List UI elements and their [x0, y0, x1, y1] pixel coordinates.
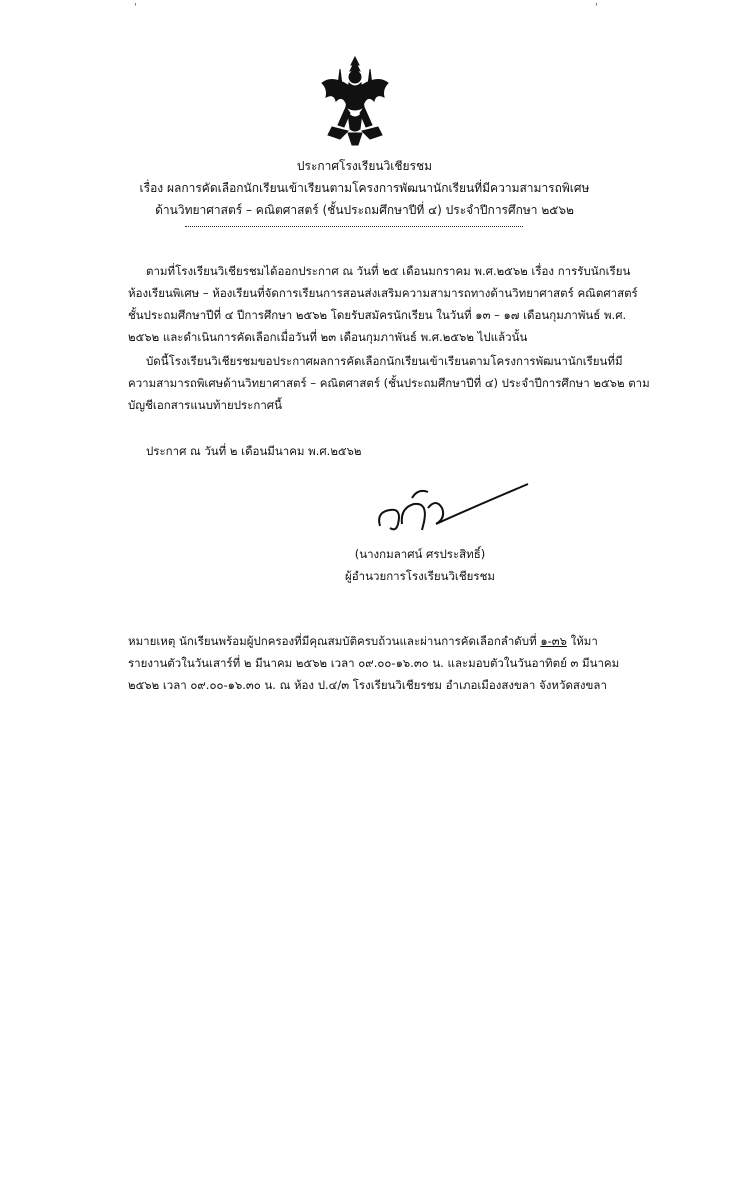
note-text: หมายเหตุ นักเรียนพร้อมผู้ปกครองที่มีคุณสมบัติครบถ้วนและผ่านการคัดเลือกลำดับที่	[128, 634, 541, 648]
garuda-emblem-icon	[318, 55, 392, 147]
paragraph-line: ตามที่โรงเรียนวิเชียรชมได้ออกประกาศ ณ วันที่ ๒๕ เดือนมกราคม พ.ศ.๒๕๖๒ เรื่อง การรับนักเรียน	[146, 264, 631, 278]
paragraph-line: ๒๕๖๒ และดำเนินการคัดเลือกเมื่อวันที่ ๒๓ เดือนกุมภาพันธ์ พ.ศ.๒๕๖๒ ไปแล้วนั้น	[128, 330, 528, 344]
subject-line-2: ด้านวิทยาศาสตร์ – คณิตศาสตร์ (ชั้นประถมศึกษาปีที่ ๔) ประจำปีการศึกษา ๒๕๖๒	[155, 203, 574, 217]
signature-image	[372, 478, 532, 538]
scan-mark: '	[595, 2, 598, 13]
note-block	[128, 630, 648, 696]
announce-date	[128, 440, 636, 462]
note-line-1	[128, 630, 648, 652]
document-title: ประกาศโรงเรียนวิเชียรชม	[296, 159, 433, 173]
paragraph-2	[128, 350, 650, 416]
dotted-divider	[185, 226, 523, 227]
paragraph-line: บัดนี้โรงเรียนวิเชียรชมขอประกาศผลการคัดเลือกนักเรียนเข้าเรียนตามโครงการพัฒนานักเรียนที่มี	[146, 354, 623, 368]
subject-line: เรื่อง ผลการคัดเลือกนักเรียนเข้าเรียนตามโครงการพัฒนานักเรียนที่มีความสามารถพิเศษ	[139, 181, 590, 195]
scan-mark: '	[134, 2, 137, 13]
paragraph-line: ห้องเรียนพิเศษ – ห้องเรียนที่จัดการเรียนการสอนส่งเสริมความสามารถทางด้านวิทยาศาสตร์ คณิตศาสตร์	[128, 286, 638, 300]
note-line-3: ๒๕๖๒ เวลา ๐๙.๐๐-๑๖.๓๐ น. ณ ห้อง ป.๔/๓ โรงเรียนวิเชียรชม อำเภอเมืองสงขลา จังหวัดสงขลา	[128, 678, 607, 692]
paragraph-line: ความสามารถพิเศษด้านวิทยาศาสตร์ – คณิตศาสตร์ (ชั้นประถมศึกษาปีที่ ๔) ประจำปีการศึกษา ๒๕๖๒ ตาม	[128, 376, 650, 390]
note-text: ให้มา	[566, 634, 598, 648]
paragraph-line: บัญชีเอกสารแนบท้ายประกาศนี้	[128, 398, 282, 412]
signer-name: (นางกมลาศน์ ศรประสิทธิ์)	[354, 547, 486, 561]
paragraph-1	[128, 260, 636, 348]
note-line-2: รายงานตัวในวันเสาร์ที่ ๒ มีนาคม ๒๕๖๒ เวลา ๐๙.๐๐-๑๖.๓๐ น. และมอบตัวในวันอาทิตย์ ๓ มีนาคม	[128, 656, 620, 670]
announce-date-text: ประกาศ ณ วันที่ ๒ เดือนมีนาคม พ.ศ.๒๕๖๒	[146, 444, 362, 458]
rank-range: ๑-๓๖	[540, 634, 567, 648]
signer-position: ผู้อำนวยการโรงเรียนวิเชียรชม	[345, 569, 495, 583]
paragraph-line: ชั้นประถมศึกษาปีที่ ๔ ปีการศึกษา ๒๕๖๒ โดยรับสมัครนักเรียน ในวันที่ ๑๓ – ๑๗ เดือนกุมภาพันธ์ พ.ศ.	[128, 308, 627, 322]
